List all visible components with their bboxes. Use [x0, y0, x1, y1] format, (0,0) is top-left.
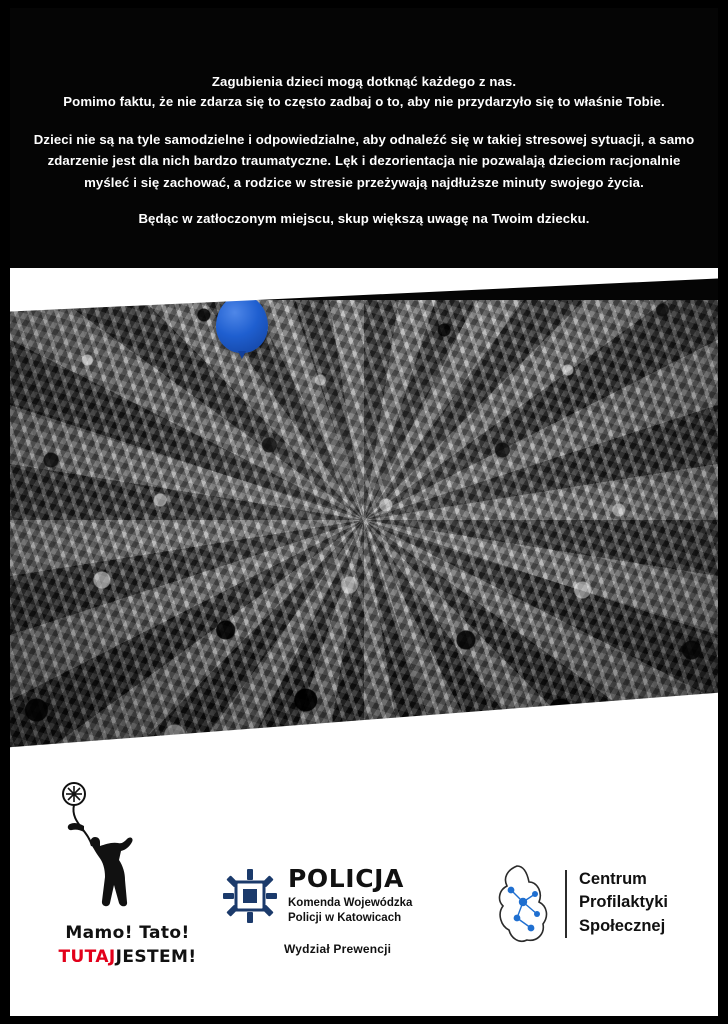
poster-message — [28, 72, 700, 229]
paragraph-one-line-one: Zagubienia dzieci mogą dotknąć każdego z nas. — [211, 74, 517, 89]
campaign-slogan — [40, 923, 215, 967]
crowd-photo — [0, 270, 728, 770]
police-title: POLICJA — [288, 864, 405, 893]
cps-divider — [565, 870, 567, 938]
cps-logo — [487, 864, 692, 974]
slogan-dark-text: JESTEM! — [115, 947, 197, 967]
frame-bottom-edge — [0, 1016, 728, 1024]
police-text-block — [288, 866, 458, 926]
cps-name — [579, 868, 668, 938]
police-subtitle-line-two: Policji w Katowicach — [288, 912, 402, 925]
silesia-map-network-icon — [487, 864, 559, 946]
paragraph-two: Dzieci nie są na tyle samodzielne i odpowiedzialne, aby odnaleźć się w takiej stresowej sytuacji, a samo zdarzenie jest dla nich bardzo traumatyczne. Lęk i dezorientacja nie pozwalają dzieciom racjonalnie myśleć i się zachować, a rodzice w stresie przeżywają najdłuższe minuty swojego życia. — [33, 131, 695, 190]
police-subtitle — [288, 896, 458, 926]
slogan-red-text: TUTAJ — [58, 947, 116, 967]
child-with-balloon-silhouette-icon — [48, 774, 208, 919]
paragraph-one — [28, 72, 700, 113]
frame-right-edge — [718, 0, 728, 1024]
frame-top-edge — [0, 0, 728, 8]
photo-vignette — [0, 270, 728, 770]
police-logo — [222, 866, 452, 986]
top-text-panel — [0, 0, 728, 300]
blue-balloon-icon — [216, 295, 268, 353]
paragraph-three: Będąc w zatłoczonym miejscu, skup większą uwagę na Twoim dziecku. — [138, 211, 590, 227]
cps-name-line-one: Centrum — [579, 870, 647, 888]
slogan-line-one: Mamo! Tato! — [65, 923, 190, 943]
cps-name-line-two: Profilaktyki — [579, 893, 668, 912]
police-star-emblem-icon — [222, 868, 278, 924]
slogan-line-two — [40, 947, 215, 967]
paragraph-one-line-two: Pomimo faktu, że nie zdarza się to często zadbaj o to, aby nie przydarzyło się to właśnie Tobie. — [63, 94, 665, 110]
frame-left-edge — [0, 0, 10, 1024]
cps-name-line-three: Społecznej — [579, 916, 666, 935]
police-department: Wydział Prewencji — [284, 942, 392, 956]
campaign-logo — [40, 768, 215, 998]
police-subtitle-line-one: Komenda Wojewódzka — [288, 897, 413, 909]
logo-row — [0, 768, 728, 1018]
